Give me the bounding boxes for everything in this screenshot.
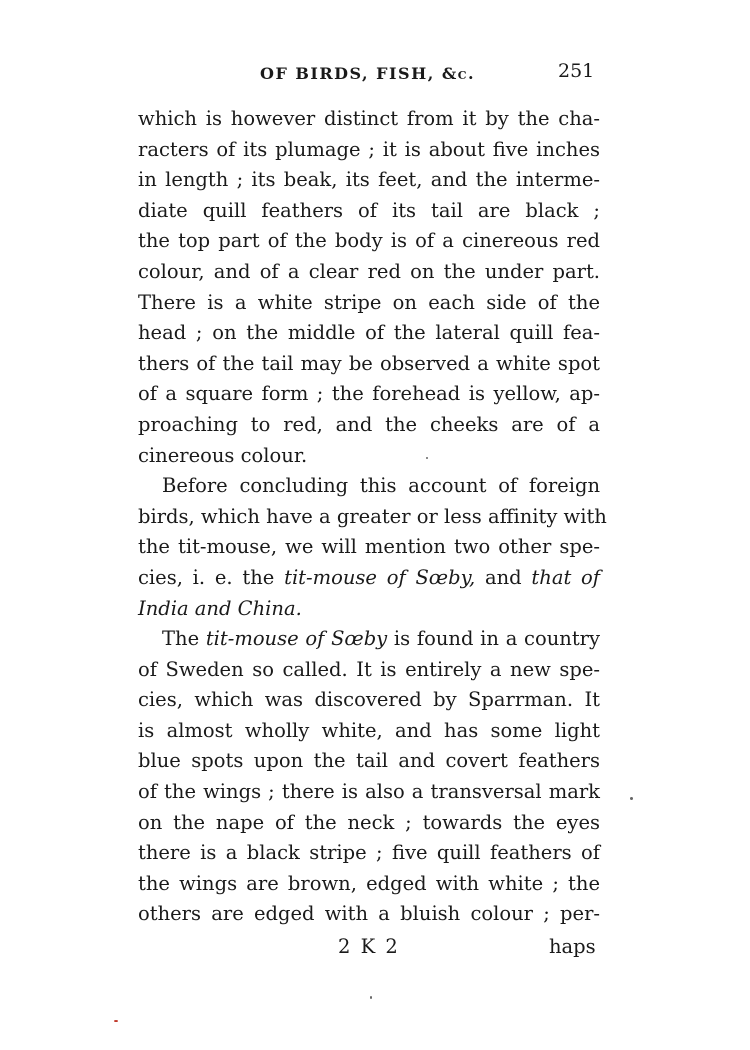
text-line: of Sweden so called. It is entirely a new spe-: [138, 657, 600, 681]
page-number: 251: [558, 60, 595, 82]
text-line: cinereous colour.: [138, 443, 308, 467]
catchword: haps: [549, 935, 596, 958]
text-line: the wings are brown, edged with white ; the: [138, 871, 600, 895]
text-line-segment: and: [475, 565, 532, 589]
text-line: others are edged with a bluish colour ; per-: [138, 902, 600, 926]
text-line: racters of its plumage ; it is about five inches: [138, 137, 600, 161]
italic-phrase: tit-mouse of Sœby: [205, 627, 388, 651]
ink-speck: [114, 1020, 118, 1022]
ink-speck: [370, 996, 372, 999]
text-line-segment: The: [162, 627, 206, 651]
text-line: head ; on the middle of the lateral quill fea-: [138, 321, 600, 345]
text-line: proaching to red, and the cheeks are of a: [138, 412, 600, 436]
text-line-italic: [138, 624, 600, 655]
text-line: of the wings ; there is also a transversal mark: [138, 780, 600, 804]
text-line: is almost wholly white, and has some light: [138, 718, 600, 742]
italic-phrase: that of: [531, 565, 601, 589]
text-line: in length ; its beak, its feet, and the interme-: [138, 168, 600, 192]
running-head: OF BIRDS, FISH, &c.: [260, 64, 476, 83]
text-line: there is a black stripe ; five quill feathers of: [138, 841, 600, 865]
italic-phrase: India and China.: [138, 596, 302, 620]
text-line: blue spots upon the tail and covert feathers: [138, 749, 600, 773]
body-text: [138, 104, 607, 930]
text-line-italic: [138, 594, 600, 625]
text-line-italic: [138, 563, 600, 594]
text-line-segment: is found in a country: [387, 627, 600, 651]
text-line: the top part of the body is of a cinereous red: [138, 229, 600, 253]
text-line-segment: cies, i. e. the: [138, 565, 285, 589]
text-line: There is a white stripe on each side of the: [138, 290, 600, 314]
text-line: cies, which was discovered by Sparrman. It: [138, 688, 600, 712]
text-line: the tit-mouse, we will mention two other spe-: [138, 535, 600, 559]
italic-phrase: tit-mouse of Sœby,: [284, 565, 476, 589]
text-line: diate quill feathers of its tail are black ;: [138, 198, 600, 222]
text-line: thers of the tail may be observed a white spot: [138, 351, 600, 375]
text-line: which is however distinct from it by the cha-: [138, 107, 600, 130]
text-line: colour, and of a clear red on the under part.: [138, 259, 600, 283]
text-line: of a square form ; the forehead is yellow, ap-: [138, 382, 600, 406]
text-line: on the nape of the neck ; towards the eyes: [138, 810, 600, 834]
text-line: birds, which have a greater or less affinity with: [138, 504, 607, 528]
ink-speck: [426, 457, 428, 459]
signature-mark: 2 K 2: [338, 935, 400, 958]
ink-speck: [630, 797, 633, 800]
text-line: Before concluding this account of foreign: [162, 474, 600, 498]
